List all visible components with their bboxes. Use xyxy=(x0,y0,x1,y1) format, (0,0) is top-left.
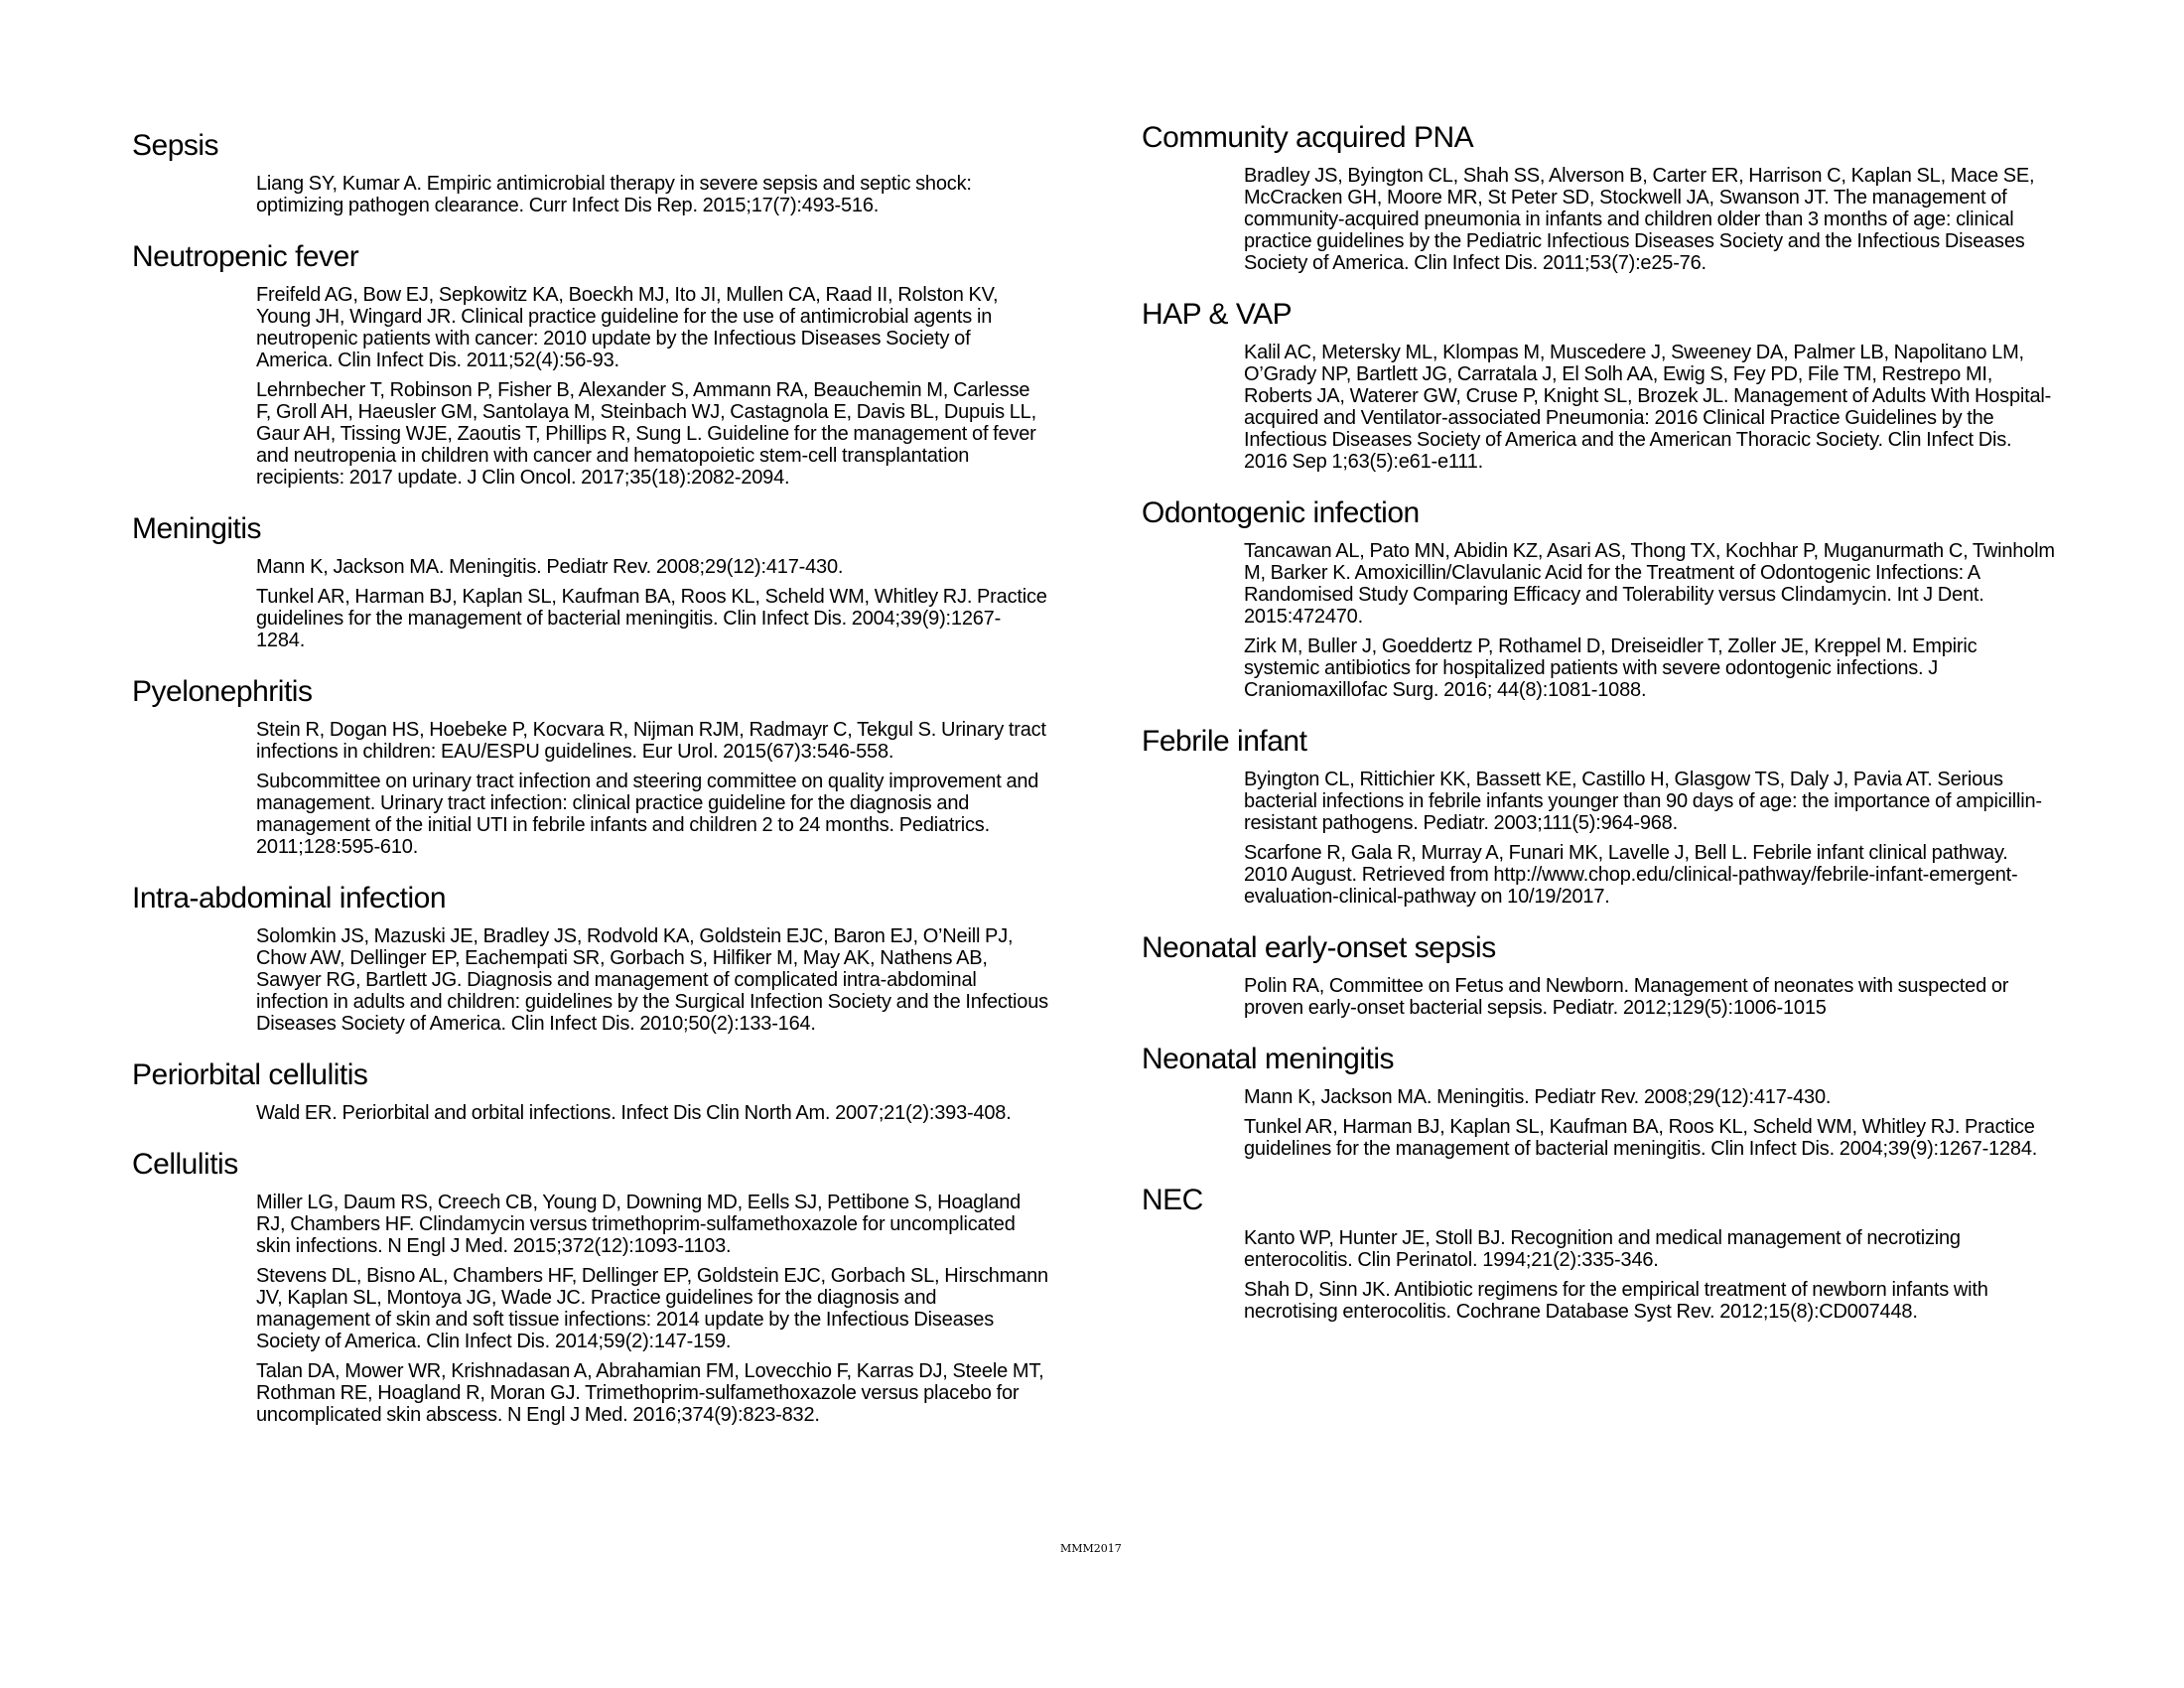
section-heading-febrile-infant: Febrile infant xyxy=(1142,725,1307,758)
citation: Mann K, Jackson MA. Meningitis. Pediatr Rev. 2008;29(12):417-430. xyxy=(1244,1086,1832,1108)
citation: Polin RA, Committee on Fetus and Newborn. Management of neonates with suspected or proven early-onset bacterial sepsis. Pediatr. 2012;129(5):1006-1015 xyxy=(1244,975,2009,1019)
citation: Solomkin JS, Mazuski JE, Bradley JS, Rodvold KA, Goldstein EJC, Baron EJ, O’Neill PJ, Chow AW, Dellinger EP, Eachempati SR, Gorbach S, Hilfiker M, May AK, Nathens AB, Sawyer RG, Bartlett JG. Diagnosis and management of complicated intra-abdominal infection in adults and children: guidelines by the Surgical Infection Society and the Infectious Diseases Society of America. Clin Infect Dis. 2010;50(2):133-164. xyxy=(256,925,1048,1035)
citation: Tancawan AL, Pato MN, Abidin KZ, Asari AS, Thong TX, Kochhar P, Muganurmath C, Twinholm M, Barker K. Amoxicillin/Clavulanic Acid for the Treatment of Odontogenic Infections: A Randomised Study Comparing Efficacy and Tolerability versus Clindamycin. Int J Dent. 2015:472470. xyxy=(1244,540,2055,628)
citation: Lehrnbecher T, Robinson P, Fisher B, Alexander S, Ammann RA, Beauchemin M, Carlesse F, Groll AH, Haeusler GM, Santolaya M, Steinbach WJ, Castagnola E, Davis BL, Dupuis LL, Gaur AH, Tissing WJE, Zaoutis T, Phillips R, Sung L. Guideline for the management of fever and neutropenia in children with cancer and hematopoietic stem-cell transplantation recipients: 2017 update. J Clin Oncol. 2017;35(18):2082-2094. xyxy=(256,379,1036,489)
citation: Stevens DL, Bisno AL, Chambers HF, Dellinger EP, Goldstein EJC, Gorbach SL, Hirschmann JV, Kaplan SL, Montoya JG, Wade JC. Practice guidelines for the diagnosis and management of skin and soft tissue infections: 2014 update by the Infectious Diseases Society of America. Clin Infect Dis. 2014;59(2):147-159. xyxy=(256,1265,1048,1352)
citation: Stein R, Dogan HS, Hoebeke P, Kocvara R, Nijman RJM, Radmayr C, Tekgul S. Urinary tract infections in children: EAU/ESPU guidelines. Eur Urol. 2015(67)3:546-558. xyxy=(256,719,1046,763)
section-heading-neutropenic-fever: Neutropenic fever xyxy=(132,240,359,273)
citation: Kalil AC, Metersky ML, Klompas M, Muscedere J, Sweeney DA, Palmer LB, Napolitano LM, O’Grady NP, Bartlett JG, Carratala J, El Solh AA, Ewig S, Fey PD, File TM, Restrepo MI, Roberts JA, Waterer GW, Cruse P, Knight SL, Brozek JL. Management of Adults With Hospital-acquired and Ventilator-associated Pneumonia: 2016 Clinical Practice Guidelines by the Infectious Diseases Society of America and the American Thoracic Society. Clin Infect Dis. 2016 Sep 1;63(5):e61-e111. xyxy=(1244,342,2052,473)
citation: Tunkel AR, Harman BJ, Kaplan SL, Kaufman BA, Roos KL, Scheld WM, Whitley RJ. Practice guidelines for the management of bacterial meningitis. Clin Infect Dis. 2004;39(9):1267-1284. xyxy=(256,586,1047,651)
section-heading-nec: NEC xyxy=(1142,1184,1203,1216)
section-heading-meningitis: Meningitis xyxy=(132,512,262,545)
citation: Shah D, Sinn JK. Antibiotic regimens for the empirical treatment of newborn infants with necrotising enterocolitis. Cochrane Database Syst Rev. 2012;15(8):CD007448. xyxy=(1244,1279,1988,1323)
citation: Wald ER. Periorbital and orbital infections. Infect Dis Clin North Am. 2007;21(2):393-408. xyxy=(256,1102,1012,1124)
section-heading-cellulitis: Cellulitis xyxy=(132,1148,238,1181)
citation: Miller LG, Daum RS, Creech CB, Young D, Downing MD, Eells SJ, Pettibone S, Hoagland RJ, Chambers HF. Clindamycin versus trimethoprim-sulfamethoxazole for uncomplicated skin infections. N Engl J Med. 2015;372(12):1093-1103. xyxy=(256,1192,1022,1257)
section-heading-hap-vap: HAP & VAP xyxy=(1142,298,1293,331)
right-column xyxy=(1142,121,2070,1331)
section-heading-odontogenic-infection: Odontogenic infection xyxy=(1142,496,1420,529)
footer-watermark: MMM2017 xyxy=(1060,1542,1122,1555)
citation: Byington CL, Rittichier KK, Bassett KE, Castillo H, Glasgow TS, Daly J, Pavia AT. Serious bacterial infections in febrile infants younger than 90 days of age: the importance of ampicillin-resistant pathogens. Pediatr. 2003;111(5):964-968. xyxy=(1244,769,2042,834)
citation: Talan DA, Mower WR, Krishnadasan A, Abrahamian FM, Lovecchio F, Karras DJ, Steele MT, Rothman RE, Hoagland R, Moran GJ. Trimethoprim-sulfamethoxazole versus placebo for uncomplicated skin abscess. N Engl J Med. 2016;374(9):823-832. xyxy=(256,1360,1044,1426)
section-heading-neonatal-early-onset-sepsis: Neonatal early-onset sepsis xyxy=(1142,931,1496,964)
citation: Liang SY, Kumar A. Empiric antimicrobial therapy in severe sepsis and septic shock: optimizing pathogen clearance. Curr Infect Dis Rep. 2015;17(7):493-516. xyxy=(256,173,972,216)
citation: Kanto WP, Hunter JE, Stoll BJ. Recognition and medical management of necrotizing enterocolitis. Clin Perinatol. 1994;21(2):335-346. xyxy=(1244,1227,1961,1271)
left-column xyxy=(132,129,1060,1434)
citation: Freifeld AG, Bow EJ, Sepkowitz KA, Boeckh MJ, Ito JI, Mullen CA, Raad II, Rolston KV, Young JH, Wingard JR. Clinical practice guideline for the use of antimicrobial agents in neutropenic patients with cancer: 2010 update by the Infectious Diseases Society of America. Clin Infect Dis. 2011;52(4):56-93. xyxy=(256,284,999,371)
citation: Subcommittee on urinary tract infection and steering committee on quality improvement and management. Urinary tract infection: clinical practice guideline for the diagnosis and management of the initial UTI in febrile infants and children 2 to 24 months. Pediatrics. 2011;128:595-610. xyxy=(256,771,1039,858)
section-heading-sepsis: Sepsis xyxy=(132,129,219,162)
section-heading-pyelonephritis: Pyelonephritis xyxy=(132,675,313,708)
citation: Tunkel AR, Harman BJ, Kaplan SL, Kaufman BA, Roos KL, Scheld WM, Whitley RJ. Practice guidelines for the management of bacterial meningitis. Clin Infect Dis. 2004;39(9):1267-1284. xyxy=(1244,1116,2038,1160)
section-heading-periorbital-cellulitis: Periorbital cellulitis xyxy=(132,1058,368,1091)
citation: Mann K, Jackson MA. Meningitis. Pediatr Rev. 2008;29(12):417-430. xyxy=(256,556,844,578)
section-heading-neonatal-meningitis: Neonatal meningitis xyxy=(1142,1043,1394,1075)
citation: Zirk M, Buller J, Goeddertz P, Rothamel D, Dreiseidler T, Zoller JE, Kreppel M. Empiric systemic antibiotics for hospitalized patients with severe odontogenic infections. J Craniomaxillofac Surg. 2016; 44(8):1081-1088. xyxy=(1244,635,1978,701)
section-heading-intra-abdominal-infection: Intra-abdominal infection xyxy=(132,882,447,914)
citation: Scarfone R, Gala R, Murray A, Funari MK, Lavelle J, Bell L. Febrile infant clinical pathway. 2010 August. Retrieved from http://www.chop.edu/clinical-pathway/febrile-infant-emergent-evaluation-clinical-pathway on 10/19/2017. xyxy=(1244,842,2018,908)
citation: Bradley JS, Byington CL, Shah SS, Alverson B, Carter ER, Harrison C, Kaplan SL, Mace SE, McCracken GH, Moore MR, St Peter SD, Stockwell JA, Swanson JT. The management of community-acquired pneumonia in infants and children older than 3 months of age: clinical practice guidelines by the Pediatric Infectious Diseases Society and the Infectious Diseases Society of America. Clin Infect Dis. 2011;53(7):e25-76. xyxy=(1244,165,2035,274)
section-heading-community-acquired-pna: Community acquired PNA xyxy=(1142,121,1474,154)
